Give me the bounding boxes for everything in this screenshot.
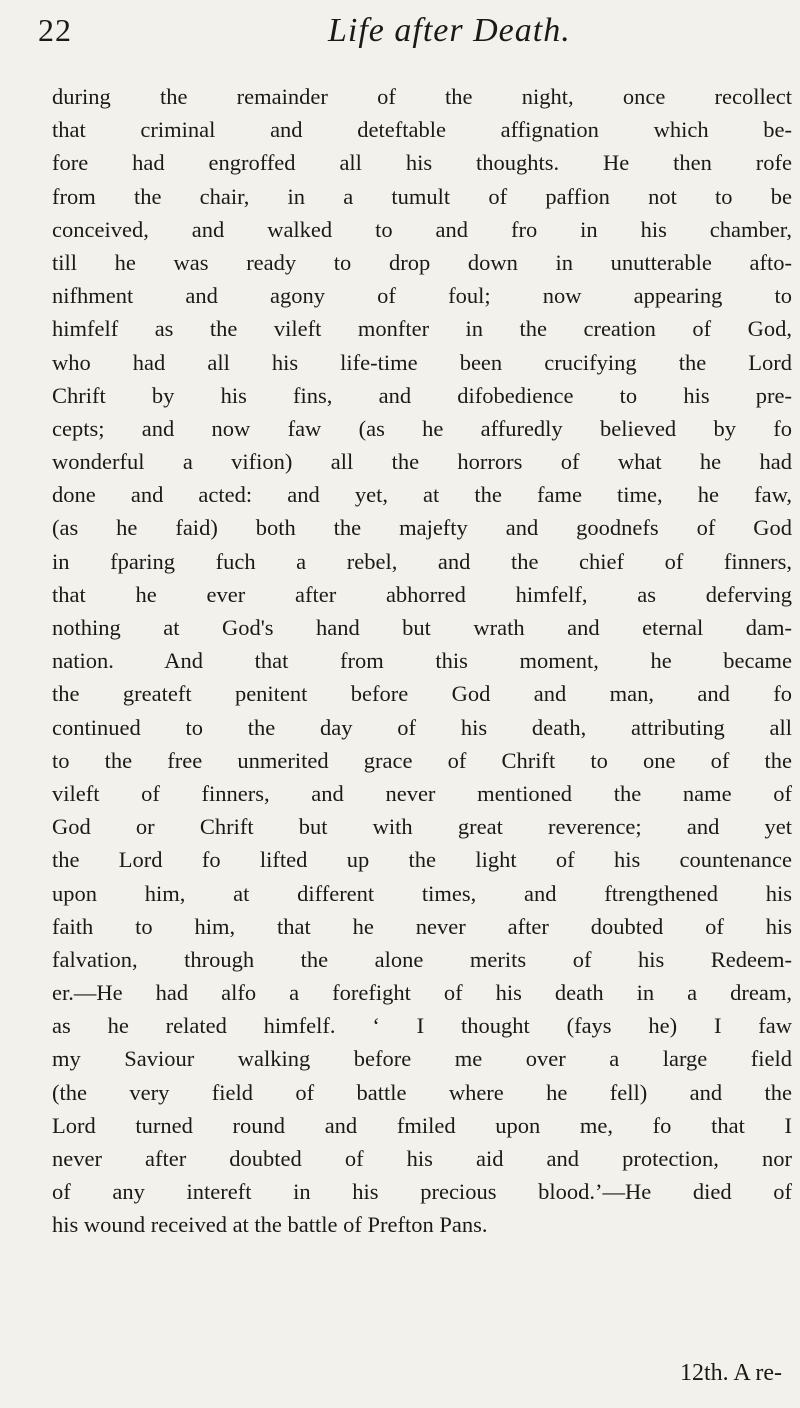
text-line: Chrift by his fins, and difobedience to his pre- bbox=[52, 382, 792, 408]
text-line: Lord turned round and fmiled upon me, fo that I bbox=[52, 1112, 792, 1138]
text-line: faith to him, that he never after doubted of his bbox=[52, 913, 792, 939]
text-line: (as he faid) both the majefty and goodnefs of God bbox=[52, 515, 792, 541]
text-line: who had all his life-time been crucifying the Lord bbox=[52, 349, 792, 375]
text-line: upon him, at different times, and ftrengthened his bbox=[52, 880, 792, 906]
running-title: Life after Death. bbox=[328, 12, 571, 49]
text-line: as he related himfelf. ‘ I thought (fays he) I faw bbox=[52, 1013, 792, 1039]
running-head bbox=[38, 12, 780, 72]
text-line: my Saviour walking before me over a large field bbox=[52, 1046, 792, 1072]
text-line: himfelf as the vileft monfter in the creation of God, bbox=[52, 316, 792, 342]
text-line: the Lord fo lifted up the light of his countenance bbox=[52, 847, 792, 873]
body-text bbox=[52, 80, 792, 1242]
text-line: falvation, through the alone merits of his Redeem- bbox=[52, 946, 792, 972]
text-line: conceived, and walked to and fro in his chamber, bbox=[52, 216, 792, 242]
text-line: er.—He had alfo a forefight of his death in a dream, bbox=[52, 980, 792, 1006]
catchword: 12th. A re- bbox=[680, 1360, 782, 1386]
page-number: 22 bbox=[38, 12, 72, 48]
text-line: that he ever after abhorred himfelf, as deferving bbox=[52, 581, 792, 607]
text-line: nifhment and agony of foul; now appearing to bbox=[52, 283, 792, 309]
text-line: from the chair, in a tumult of paffion not to be bbox=[52, 183, 792, 209]
text-line: to the free unmerited grace of Chrift to one of the bbox=[52, 747, 792, 773]
text-line: his wound received at the battle of Prefton Pans. bbox=[52, 1212, 488, 1238]
text-line: wonderful a vifion) all the horrors of what he had bbox=[52, 449, 792, 475]
text-line: the greateft penitent before God and man, and fo bbox=[52, 681, 792, 707]
text-line: of any intereft in his precious blood.’—He died of bbox=[52, 1179, 792, 1205]
text-line: in fparing fuch a rebel, and the chief of finners, bbox=[52, 548, 792, 574]
text-line: continued to the day of his death, attributing all bbox=[52, 714, 792, 740]
text-line: that criminal and deteftable affignation which be- bbox=[52, 117, 792, 143]
text-line: done and acted: and yet, at the fame time, he faw, bbox=[52, 482, 792, 508]
text-line: fore had engroffed all his thoughts. He then rofe bbox=[52, 150, 792, 176]
text-line: nothing at God's hand but wrath and eternal dam- bbox=[52, 615, 792, 640]
text-line: (the very field of battle where he fell) and the bbox=[52, 1079, 792, 1105]
text-line: cepts; and now faw (as he affuredly believed by fo bbox=[52, 415, 792, 441]
text-line: vileft of finners, and never mentioned the name of bbox=[52, 780, 792, 806]
text-line: nation. And that from this moment, he became bbox=[52, 648, 792, 674]
text-line: during the remainder of the night, once recollect bbox=[52, 84, 792, 109]
text-line: till he was ready to drop down in unutterable afto- bbox=[52, 249, 792, 275]
text-line: never after doubted of his aid and protection, nor bbox=[52, 1146, 792, 1171]
text-line: God or Chrift but with great reverence; and yet bbox=[52, 814, 792, 840]
